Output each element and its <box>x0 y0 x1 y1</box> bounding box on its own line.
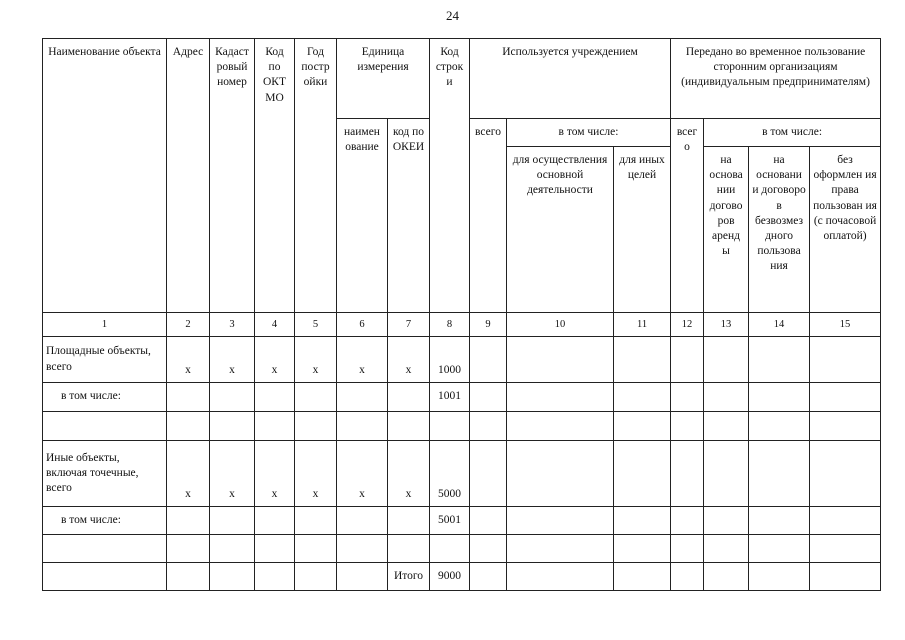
empty-cell[interactable] <box>210 507 255 535</box>
empty-cell[interactable] <box>749 535 810 563</box>
empty-cell[interactable] <box>704 441 749 507</box>
row-code: 9000 <box>430 563 470 591</box>
column-number: 15 <box>810 313 881 337</box>
empty-cell[interactable] <box>43 535 167 563</box>
empty-cell[interactable] <box>295 563 337 591</box>
header-oktmo-code: Код по ОКТ МО <box>255 39 295 313</box>
cell-mark: х <box>255 337 295 383</box>
empty-cell[interactable] <box>337 383 388 412</box>
cell-mark: х <box>388 441 430 507</box>
empty-cell[interactable] <box>507 441 614 507</box>
row-name: в том числе: <box>43 507 167 535</box>
empty-cell[interactable] <box>337 535 388 563</box>
empty-cell[interactable] <box>614 383 671 412</box>
empty-cell[interactable] <box>810 507 881 535</box>
header-used-other-purposes: для иных целей <box>614 147 671 313</box>
empty-cell[interactable] <box>810 383 881 412</box>
empty-cell[interactable] <box>671 535 704 563</box>
empty-cell[interactable] <box>337 412 388 441</box>
row-code: 1000 <box>430 337 470 383</box>
page-number: 24 <box>446 8 459 23</box>
column-number: 4 <box>255 313 295 337</box>
empty-cell[interactable] <box>470 383 507 412</box>
cell-mark: х <box>337 441 388 507</box>
cell-mark: х <box>388 337 430 383</box>
empty-cell[interactable] <box>210 383 255 412</box>
empty-cell[interactable] <box>507 412 614 441</box>
empty-cell[interactable] <box>749 383 810 412</box>
column-number: 1 <box>43 313 167 337</box>
empty-cell[interactable] <box>704 535 749 563</box>
empty-cell[interactable] <box>749 412 810 441</box>
empty-cell[interactable] <box>167 507 210 535</box>
column-number: 9 <box>470 313 507 337</box>
empty-cell[interactable] <box>704 563 749 591</box>
header-transferred-total: всег о <box>671 119 704 313</box>
header-used-group: Используется учреждением <box>470 39 671 119</box>
header-used-main-activity: для осуществления основной деятельности <box>507 147 614 313</box>
empty-cell[interactable] <box>255 563 295 591</box>
empty-cell[interactable] <box>749 563 810 591</box>
empty-cell[interactable] <box>470 441 507 507</box>
empty-cell[interactable] <box>507 337 614 383</box>
header-row <box>43 39 881 119</box>
cell-mark: х <box>167 337 210 383</box>
header-transferred-free-use: на основани и договоро в безвозмез дного пользова ния <box>749 147 810 313</box>
row-name: Иные объекты, включая точечные, всего <box>43 441 167 507</box>
empty-cell[interactable] <box>749 507 810 535</box>
header-unit-name: наимен ование <box>337 119 388 313</box>
empty-cell[interactable] <box>671 383 704 412</box>
header-transferred-group: Передано во временное пользование сторонним организациям (индивидуальным предпринимателям) <box>671 39 881 119</box>
empty-cell[interactable] <box>255 412 295 441</box>
empty-cell[interactable] <box>614 563 671 591</box>
empty-cell[interactable] <box>255 507 295 535</box>
empty-cell[interactable] <box>167 535 210 563</box>
column-number: 11 <box>614 313 671 337</box>
empty-cell[interactable] <box>810 412 881 441</box>
header-transferred-including: в том числе: <box>704 119 881 147</box>
empty-cell[interactable] <box>388 412 430 441</box>
empty-cell[interactable] <box>671 563 704 591</box>
empty-cell[interactable] <box>614 337 671 383</box>
empty-cell[interactable] <box>167 383 210 412</box>
empty-cell[interactable] <box>337 507 388 535</box>
column-number: 8 <box>430 313 470 337</box>
empty-cell[interactable] <box>43 412 167 441</box>
cell-mark: х <box>337 337 388 383</box>
cell-mark: х <box>167 441 210 507</box>
empty-cell[interactable] <box>430 535 470 563</box>
empty-cell[interactable] <box>470 563 507 591</box>
empty-cell[interactable] <box>337 563 388 591</box>
empty-cell[interactable] <box>704 383 749 412</box>
empty-cell[interactable] <box>295 383 337 412</box>
empty-cell[interactable] <box>255 383 295 412</box>
header-used-including: в том числе: <box>507 119 671 147</box>
cell-mark: х <box>295 337 337 383</box>
empty-cell[interactable] <box>749 441 810 507</box>
cell-mark: х <box>210 441 255 507</box>
empty-cell[interactable] <box>810 535 881 563</box>
empty-cell[interactable] <box>210 535 255 563</box>
header-unit-code: код по ОКЕИ <box>388 119 430 313</box>
table-row-other-including <box>43 507 881 535</box>
header-row-code: Код строк и <box>430 39 470 313</box>
empty-cell[interactable] <box>388 383 430 412</box>
empty-cell[interactable] <box>295 412 337 441</box>
header-address: Адрес <box>167 39 210 313</box>
empty-cell[interactable] <box>614 535 671 563</box>
empty-cell[interactable] <box>470 507 507 535</box>
header-unit-group: Единица измерения <box>337 39 430 119</box>
row-code: 5001 <box>430 507 470 535</box>
total-label: Итого <box>388 563 430 591</box>
empty-cell[interactable] <box>810 337 881 383</box>
column-number: 3 <box>210 313 255 337</box>
table-row-other-objects <box>43 441 881 507</box>
empty-cell[interactable] <box>614 412 671 441</box>
column-number: 2 <box>167 313 210 337</box>
header-cadastral-number: Кадаст ровый номер <box>210 39 255 313</box>
empty-cell[interactable] <box>167 412 210 441</box>
empty-cell[interactable] <box>470 412 507 441</box>
header-transferred-lease: на основа нии догово ров аренд ы <box>704 147 749 313</box>
table-row-area-including <box>43 383 881 412</box>
cell-mark: х <box>255 441 295 507</box>
row-name: в том числе: <box>43 383 167 412</box>
property-report-table <box>42 38 881 591</box>
table-row-blank <box>43 535 881 563</box>
empty-cell[interactable] <box>470 535 507 563</box>
empty-cell[interactable] <box>388 507 430 535</box>
empty-cell[interactable] <box>671 441 704 507</box>
column-number: 5 <box>295 313 337 337</box>
column-number-row <box>43 313 881 337</box>
column-number: 10 <box>507 313 614 337</box>
table-row-area-objects <box>43 337 881 383</box>
table-row-blank <box>43 412 881 441</box>
empty-cell[interactable] <box>507 383 614 412</box>
column-number: 7 <box>388 313 430 337</box>
empty-cell[interactable] <box>614 507 671 535</box>
header-build-year: Год постр ойки <box>295 39 337 313</box>
empty-cell[interactable] <box>614 441 671 507</box>
empty-cell[interactable] <box>295 535 337 563</box>
column-number: 12 <box>671 313 704 337</box>
empty-cell[interactable] <box>704 337 749 383</box>
header-transferred-informal: без оформлен ия права пользован ия (с почасовой оплатой) <box>810 147 881 313</box>
empty-cell[interactable] <box>43 563 167 591</box>
row-code: 1001 <box>430 383 470 412</box>
empty-cell[interactable] <box>749 337 810 383</box>
empty-cell[interactable] <box>470 337 507 383</box>
empty-cell[interactable] <box>255 535 295 563</box>
empty-cell[interactable] <box>704 507 749 535</box>
header-object-name: Наименование объекта <box>43 39 167 313</box>
empty-cell[interactable] <box>810 441 881 507</box>
column-number: 13 <box>704 313 749 337</box>
empty-cell[interactable] <box>430 412 470 441</box>
empty-cell[interactable] <box>507 535 614 563</box>
empty-cell[interactable] <box>210 563 255 591</box>
column-number: 6 <box>337 313 388 337</box>
row-name: Площадные объекты, всего <box>43 337 167 383</box>
cell-mark: х <box>210 337 255 383</box>
column-number: 14 <box>749 313 810 337</box>
empty-cell[interactable] <box>810 563 881 591</box>
empty-cell[interactable] <box>671 337 704 383</box>
empty-cell[interactable] <box>167 563 210 591</box>
cell-mark: х <box>295 441 337 507</box>
empty-cell[interactable] <box>671 412 704 441</box>
empty-cell[interactable] <box>210 412 255 441</box>
row-code: 5000 <box>430 441 470 507</box>
table-row-total <box>43 563 881 591</box>
header-used-total: всего <box>470 119 507 313</box>
empty-cell[interactable] <box>507 563 614 591</box>
empty-cell[interactable] <box>388 535 430 563</box>
empty-cell[interactable] <box>704 412 749 441</box>
empty-cell[interactable] <box>671 507 704 535</box>
empty-cell[interactable] <box>507 507 614 535</box>
empty-cell[interactable] <box>295 507 337 535</box>
